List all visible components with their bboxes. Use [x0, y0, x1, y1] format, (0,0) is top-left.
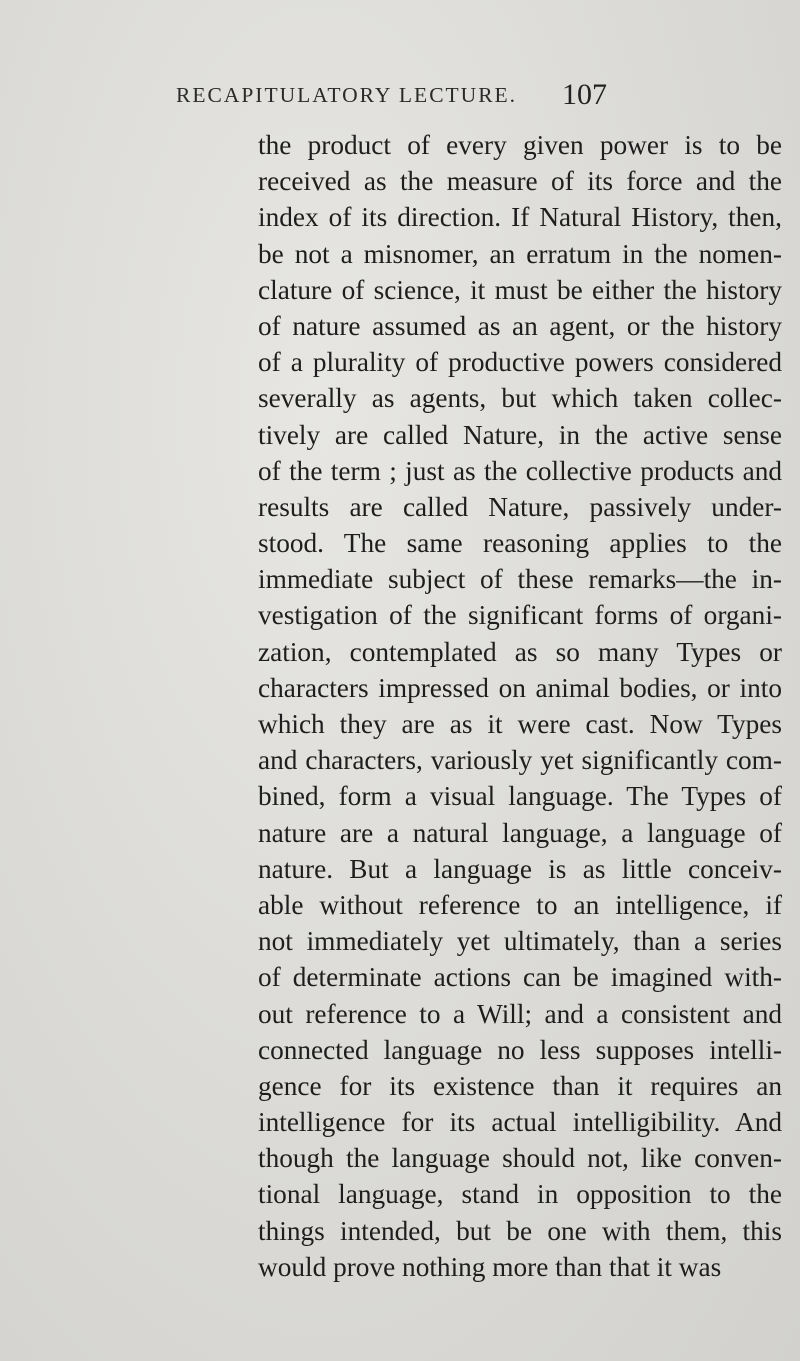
page-number: 107	[562, 78, 607, 111]
text-line: connected language no less supposes intelli-	[258, 1034, 782, 1065]
text-line: vestigation of the significant forms of organi-	[258, 600, 782, 631]
text-line: which they are as it were cast. Now Types	[258, 709, 782, 739]
text-line: though the language should not, like conven-	[258, 1143, 782, 1174]
text-line: and characters, variously yet significantly com-	[258, 745, 782, 776]
text-line: things intended, but be one with them, this	[258, 1215, 782, 1246]
text-line: able without reference to an intelligence, if	[258, 889, 782, 920]
text-line: tively are called Nature, in the active sense	[258, 419, 782, 450]
text-line: of the term ; just as the collective products and	[258, 455, 782, 486]
running-head	[0, 78, 800, 112]
text-line: of nature assumed as an agent, or the history	[258, 310, 782, 341]
text-line: of a plurality of productive powers considered	[258, 347, 782, 378]
text-line: tional language, stand in opposition to the	[258, 1179, 782, 1210]
text-line: severally as agents, but which taken collec-	[258, 383, 782, 414]
body-text	[258, 127, 782, 1285]
text-line: nature are a natural language, a language of	[258, 817, 782, 848]
text-line: characters impressed on animal bodies, or into	[258, 672, 782, 703]
text-line: would prove nothing more than that it was	[258, 1251, 722, 1282]
text-line: the product of every given power is to be	[258, 130, 782, 160]
text-line: be not a misnomer, an erratum in the nomen-	[258, 238, 782, 269]
text-line: zation, contemplated as so many Types or	[258, 636, 782, 667]
text-line: clature of science, it must be either the history	[258, 274, 782, 305]
text-line: gence for its existence than it requires an	[258, 1070, 782, 1101]
text-line: intelligence for its actual intelligibility. And	[258, 1107, 782, 1138]
text-line: out reference to a Will; and a consistent and	[258, 998, 782, 1029]
text-line: stood. The same reasoning applies to the	[258, 528, 782, 559]
text-line: immediate subject of these remarks—the in-	[258, 564, 782, 595]
text-line: nature. But a language is as little conceiv-	[258, 853, 782, 884]
text-line: results are called Nature, passively under-	[258, 491, 782, 522]
text-line: index of its direction. If Natural History, then,	[258, 202, 782, 233]
text-line: of determinate actions can be imagined with-	[258, 962, 782, 993]
running-title: RECAPITULATORY LECTURE.	[176, 83, 518, 107]
text-line: bined, form a visual language. The Types of	[258, 781, 782, 812]
text-line: not immediately yet ultimately, than a series	[258, 926, 782, 957]
text-line: received as the measure of its force and the	[258, 166, 782, 197]
